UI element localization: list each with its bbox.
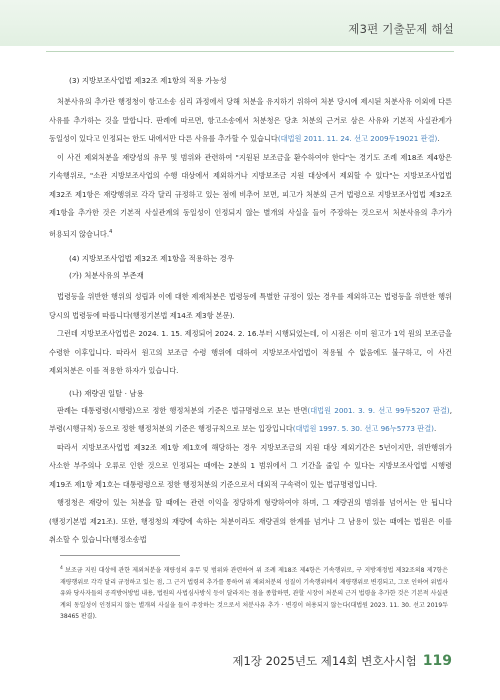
footer-label: 제1장 2025년도 제14회 변호사시험 (232, 654, 417, 668)
paragraph-2-text: 이 사건 제외처분을 재량성의 유무 및 범위와 관련하여 "지원된 보조금을 환수하여야 한다"는 경기도 조례 제18조 제4항은 기속행위로, "소관 지방보조사업의 수행 대상에서 제외하거나 지방보조금 지원 대상에서 제외할 수 있다"는 지방보조사업법 제32조 제1항은 재량행위로 각각 달리 규정하고 있는 점에 비추어 보면, 피고가 처분의 근거 법령으로 지방보조사업법 제32조 제1항을 추가한 것은 기본적 사실관계의 동일성이 인정되지 않는 별개의 사실을 들어 주장하는 것으로서 처분사유의 추가가 허용되지 않습니다. (49, 152, 452, 238)
header-band (0, 0, 500, 46)
main-content (49, 72, 452, 550)
section-heading-3: (3) 지방보조사업법 제32조 제1항의 적용 가능성 (69, 76, 227, 85)
paragraph-6: 따라서 지방보조사업법 제32조 제1항 제1호에 해당하는 경우 지방보조금의 지원 대상 제외기간은 5년이지만, 위반행위가 사소한 부주의나 오류로 인한 것으로 인정되는 때에는 2분의 1 범위에서 그 기간을 줄일 수 있다는 지방보조사업법 시행령 제19조 제1항 제1호는 대통령령으로 정한 행정처분의 기준으로서 대외적 구속력이 있는 법규명령입니다. (49, 442, 452, 489)
footnote (60, 563, 448, 623)
paragraph-1 (49, 93, 452, 149)
paragraph-3: 법령등을 위반한 행위의 성립과 이에 대한 제재처분은 법령등에 특별한 규정이 있는 경우를 제외하고는 법령등을 위반한 행위 당시의 법령등에 따릅니다(행정기본법 제14조 제3항 본문). (49, 292, 452, 320)
section-heading-4: (4) 지방보조사업법 제32조 제1항을 적용하는 경우 (69, 254, 234, 264)
footnote-divider (60, 555, 180, 556)
case-citation: (대법원 2001. 3. 9. 선고 99두5207 판결) (307, 405, 450, 415)
paragraph-7: 행정청은 재량이 있는 처분을 할 때에는 관련 이익을 정당하게 형량하여야 하며, 그 재량권의 범위를 넘어서는 안 됩니다(행정기본법 제21조). 또한, 행정청의 재량에 속하는 처분이라도 재량권의 한계를 넘거나 그 남용이 있는 때에는 법원은 이를 취소할 수 있습니다(행정소송법 (49, 498, 452, 545)
paragraph-2 (49, 149, 452, 244)
paragraph-5-text-a: 판례는 대통령령(시행령)으로 정한 행정처분의 기준은 법규명령으로 보는 반면 (57, 405, 308, 415)
paragraph-1-end: . (437, 134, 440, 143)
footnote-number: 4 (60, 566, 63, 571)
case-citation: (대법원 2011. 11. 24. 선고 2009두19021 판결) (277, 134, 438, 143)
paragraph-4: 그런데 지방보조사업법은 2024. 1. 15. 제정되어 2024. 2. 16.부터 시행되었는데, 이 시점은 이미 원고가 1억 원의 보조금을 수령한 이후입니다. 따라서 원고의 보조금 수령 행위에 대하여 지방보조사업법이 적용될 수 없음에도 불구하고, 이 사건 제외처분은 이를 적용한 하자가 있습니다. (49, 329, 452, 376)
footnote-text: 보조금 지원 대상에 관한 제외처분을 재량성의 유무 및 범위와 관련하여 위 조례 제18조 제4항은 기속행위로, 구 지방재정법 제32조의8 제7항은 재량행위로 각각 달리 규정하고 있는 점, 그 근거 법령의 추가를 통하여 위 제외처분의 성질이 기속행위에서 재량행위로 변경되고, 그로 인하여 위법사유와 당사자들의 공격방어방법 내용, 법원의 사법심사방식 등이 달라지는 점을 종합하면, 관할 시장이 처분의 근거 법령을 추가한 것은 기본적 사실관계의 동일성이 인정되지 않는 별개의 사실을 들어 주장하는 것으로서 처분사유 추가 · 변경이 허용되지 않는다(대법원 2023. 11. 30. 선고 2019두38465 판결). (60, 567, 448, 621)
case-citation: (대법원 1997. 5. 30. 선고 96누5773 판결) (292, 424, 434, 434)
paragraph-5 (49, 402, 452, 439)
page-number: 119 (422, 653, 452, 669)
paragraph-1-text: 처분사유의 추가란 행정청이 항고소송 심리 과정에서 당해 처분을 유지하기 위하여 처분 당시에 제시된 처분사유 이외에 다른 사유를 추가하는 것을 말합니다. 판례에 따르면, 항고소송에서 처분청은 당초 처분의 근거로 삼은 사유와 기본적 사실관계가 동일성이 있다고 인정되는 한도 내에서만 다른 사유를 추가할 수 있습니다 (49, 97, 452, 143)
footnote-marker: 4 (109, 228, 113, 235)
header-title: 제3편 기출문제 해설 (348, 22, 454, 36)
paragraph-5-end: . (433, 424, 437, 434)
paragraph-5-text-b: , 부령(시행규칙) 등으로 정한 행정처분의 기준은 행정규칙으로 보는 입장입니다 (49, 405, 452, 434)
header-divider (46, 51, 454, 52)
footer (232, 653, 452, 669)
subsection-heading-a: (가) 처분사유의 부존재 (69, 271, 144, 281)
subsection-heading-b: (나) 재량권 일탈 · 남용 (69, 388, 144, 398)
